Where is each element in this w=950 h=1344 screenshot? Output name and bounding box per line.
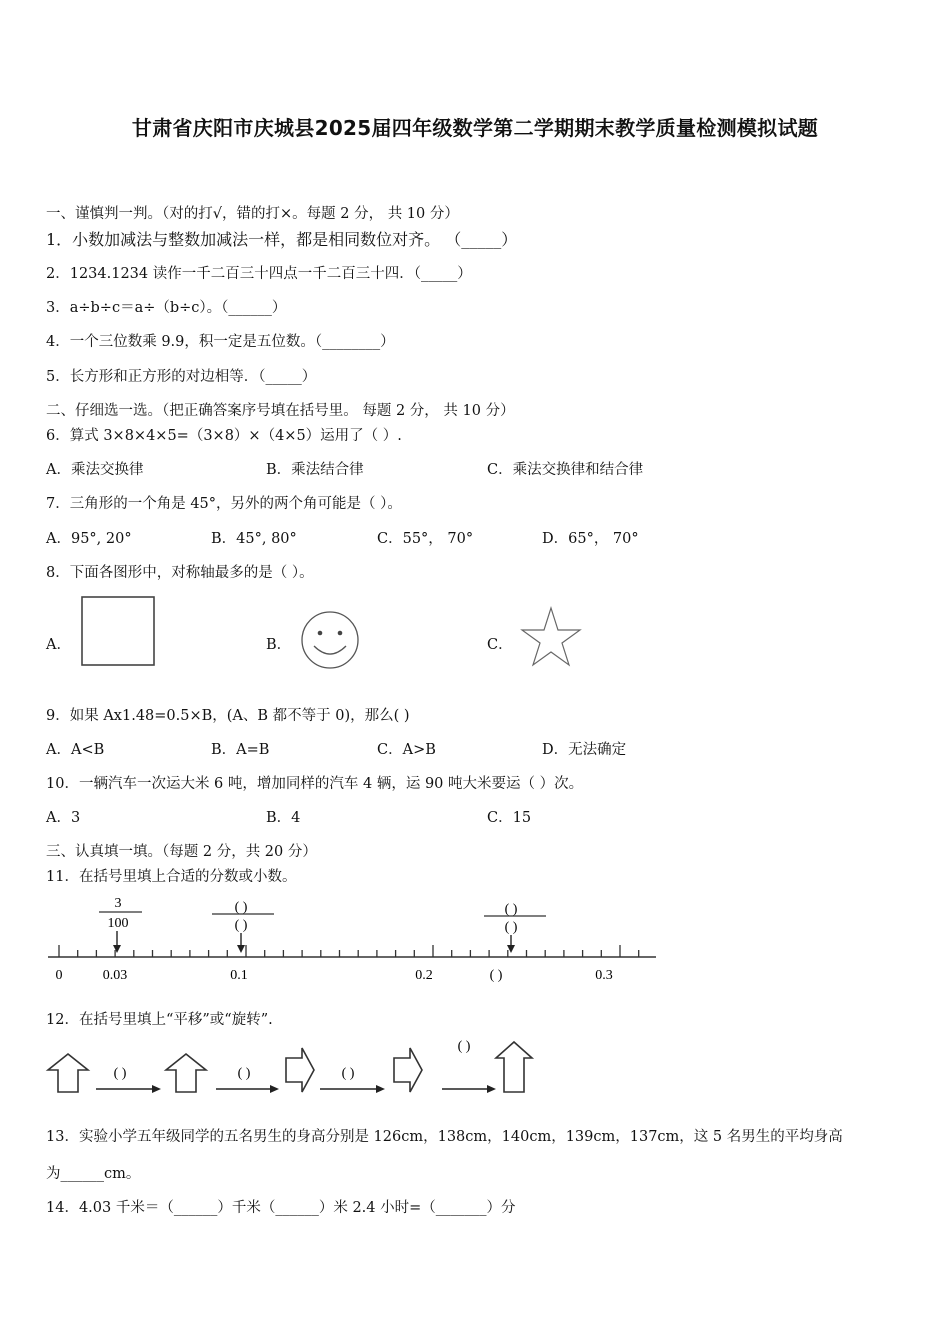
q9-option-a: A．A<B xyxy=(46,742,105,758)
blank-fraction-top-2: ( ) xyxy=(504,902,518,917)
q8-option-b: B． xyxy=(266,637,292,653)
question-3: 3．a÷b÷c＝a÷（b÷c）。（______） xyxy=(46,300,287,316)
blank-3: ( ) xyxy=(341,1066,355,1081)
blank-fraction-top-1: ( ) xyxy=(234,900,248,915)
transform-figure xyxy=(44,1036,544,1100)
question-4: 4．一个三位数乘 9.9，积一定是五位数。（________） xyxy=(46,334,395,350)
label-0-03: 0.03 xyxy=(102,968,128,983)
q10-option-a: A．3 xyxy=(46,810,81,826)
question-7: 7．三角形的一个角是 45°，另外的两个角可能是（ ）。 xyxy=(46,496,402,512)
q6-option-b: B．乘法结合律 xyxy=(266,462,364,478)
question-11: 11．在括号里填上合适的分数或小数。 xyxy=(46,869,297,885)
blank-1: ( ) xyxy=(113,1066,127,1081)
arrow-icon xyxy=(237,945,245,953)
blank-fraction-bottom-2: ( ) xyxy=(504,920,518,935)
label-0-2: 0.2 xyxy=(415,968,433,983)
q10-option-b: B．4 xyxy=(266,810,301,826)
question-5: 5．长方形和正方形的对边相等．（_____） xyxy=(46,369,317,385)
section3-header: 三、认真填一填。（每题 2 分，共 20 分） xyxy=(46,844,317,860)
blank-fraction-bottom-1: ( ) xyxy=(234,918,248,933)
question-13-line1: 13．实验小学五年级同学的五名男生的身高分别是 126cm，138cm，140cm，139cm，137cm，这 5 名男生的平均身高 xyxy=(46,1129,843,1145)
star-figure xyxy=(520,606,582,668)
arrow-right-icon xyxy=(487,1085,496,1093)
question-12: 12．在括号里填上“平移”或“旋转”. xyxy=(46,1012,273,1028)
up-arrow-shape-1 xyxy=(48,1054,88,1092)
label-0-1: 0.1 xyxy=(230,968,248,983)
q8-option-a: A． xyxy=(46,637,71,653)
section2-header: 二、仔细选一选。（把正确答案序号填在括号里。 每题 2 分， 共 10 分） xyxy=(46,403,515,419)
q7-option-d: D．65°， 70° xyxy=(542,531,639,547)
arrow-right-icon xyxy=(152,1085,161,1093)
q6-option-a: A．乘法交换律 xyxy=(46,462,144,478)
arrow-right-icon xyxy=(376,1085,385,1093)
number-line-figure xyxy=(44,893,660,988)
question-2: 2．1234.1234 读作一千二百三十四点一千二百三十四．（_____） xyxy=(46,266,472,282)
label-blank: ( ) xyxy=(489,968,503,983)
up-arrow-shape-2 xyxy=(166,1054,206,1092)
q7-option-c: C．55°， 70° xyxy=(377,531,474,547)
page-title: 甘肃省庆阳市庆城县2025届四年级数学第二学期期末教学质量检测模拟试题 xyxy=(131,116,819,140)
q7-option-b: B．45°, 80° xyxy=(211,531,297,547)
label-0-3: 0.3 xyxy=(595,968,613,983)
square-figure xyxy=(80,595,156,667)
q10-option-c: C．15 xyxy=(487,810,532,826)
arrow-right-icon xyxy=(270,1085,279,1093)
arrow-icon xyxy=(113,945,121,953)
right-arrow-shape-1 xyxy=(286,1048,314,1092)
question-1: 1．小数加减法与整数加减法一样，都是相同数位对齐。 （_____） xyxy=(46,230,518,249)
question-6: 6．算式 3×8×4×5=（3×8）×（4×5）运用了（ ）. xyxy=(46,428,402,444)
question-9: 9．如果 Ax1.48=0.5×B，(A、B 都不等于 0)，那么( ) xyxy=(46,708,410,724)
fraction-numerator: 3 xyxy=(114,896,122,911)
question-13-line2: 为______cm。 xyxy=(46,1166,141,1182)
question-8: 8．下面各图形中，对称轴最多的是（ ）。 xyxy=(46,565,314,581)
q9-option-b: B．A=B xyxy=(211,742,270,758)
fraction-denominator: 100 xyxy=(107,916,129,931)
question-10: 10．一辆汽车一次运大米 6 吨，增加同样的汽车 4 辆，运 90 吨大米要运（ ）次。 xyxy=(46,776,584,792)
right-arrow-shape-2 xyxy=(394,1048,422,1092)
up-arrow-shape-3 xyxy=(496,1042,532,1092)
label-0: 0 xyxy=(55,968,63,983)
q9-option-d: D．无法确定 xyxy=(542,742,627,758)
blank-2: ( ) xyxy=(237,1066,251,1081)
question-14: 14．4.03 千米＝（______）千米（______）米 2.4 小时=（_______）分 xyxy=(46,1200,516,1216)
blank-4: ( ) xyxy=(457,1039,471,1054)
q8-option-c: C． xyxy=(487,637,513,653)
smiley-face-figure xyxy=(300,610,360,670)
q9-option-c: C．A>B xyxy=(377,742,436,758)
q7-option-a: A．95°, 20° xyxy=(46,531,132,547)
q6-option-c: C．乘法交换律和结合律 xyxy=(487,462,644,478)
section1-header: 一、谨慎判一判。（对的打√，错的打×。每题 2 分， 共 10 分） xyxy=(46,206,459,222)
